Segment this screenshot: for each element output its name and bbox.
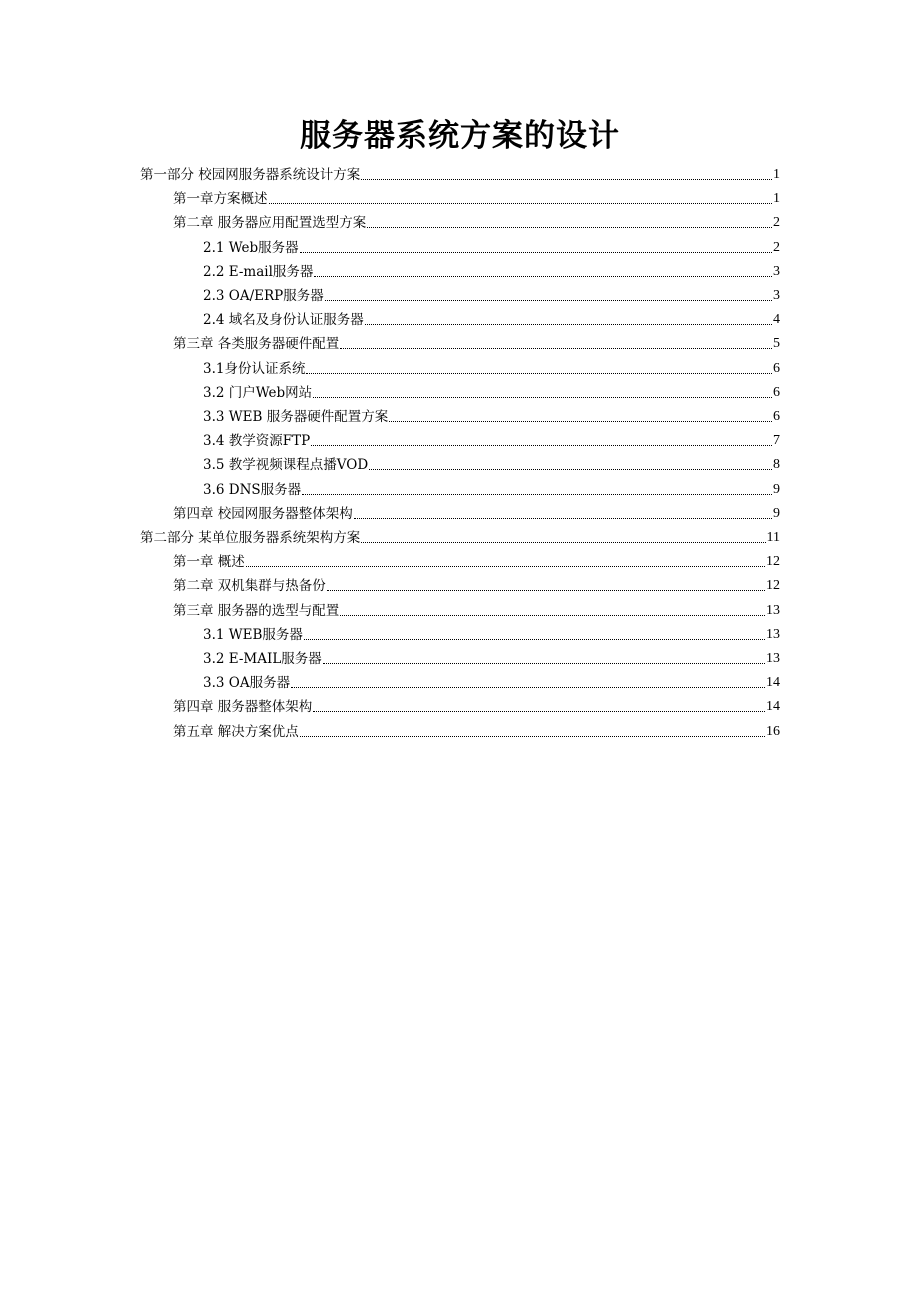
toc-dot-leader: [302, 494, 772, 495]
toc-entry-label: 第一章 概述: [173, 554, 245, 571]
toc-page-number: 9: [773, 505, 780, 521]
toc-dot-leader: [291, 687, 765, 688]
toc-entry-label: 第二章 双机集群与热备份: [173, 578, 326, 595]
toc-dot-leader: [246, 566, 765, 567]
toc-page-number: 11: [766, 530, 780, 545]
toc-entry[interactable]: [203, 620, 780, 644]
toc-dot-leader: [313, 711, 765, 712]
toc-page-number: 1: [773, 167, 780, 182]
toc-page-number: 3: [773, 263, 780, 279]
toc-page-number: 2: [773, 215, 780, 231]
toc-entry[interactable]: [173, 329, 780, 353]
toc-entry[interactable]: [173, 208, 780, 232]
toc-dot-leader: [361, 179, 772, 180]
toc-dot-leader: [304, 639, 765, 640]
toc-entry[interactable]: [173, 717, 780, 741]
toc-entry[interactable]: [203, 450, 780, 474]
toc-dot-leader: [300, 252, 772, 253]
toc-entry[interactable]: [203, 257, 780, 281]
toc-entry[interactable]: [203, 644, 780, 668]
toc-dot-leader: [361, 542, 765, 543]
toc-entry-label: 第五章 解决方案优点: [173, 723, 299, 740]
toc-entry[interactable]: [203, 475, 780, 499]
toc-dot-leader: [367, 227, 772, 228]
toc-entry-label: 3.3 WEB 服务器硬件配置方案: [203, 409, 389, 425]
toc-dot-leader: [269, 203, 773, 204]
toc-entry[interactable]: [173, 184, 780, 208]
toc-page-number: 9: [773, 481, 780, 497]
toc-dot-leader: [306, 373, 772, 374]
toc-dot-leader: [354, 518, 772, 519]
toc-entry-label: 2.4 域名及身份认证服务器: [203, 312, 364, 329]
toc-entry[interactable]: [203, 281, 780, 305]
toc-dot-leader: [340, 615, 765, 616]
toc-dot-leader: [327, 590, 765, 591]
toc-entry-label: 3.6 DNS服务器: [203, 481, 302, 498]
toc-dot-leader: [340, 348, 772, 349]
toc-entry[interactable]: [173, 596, 780, 620]
toc-entry-label: 第四章 服务器整体架构: [173, 699, 313, 716]
toc-entry-label: 3.3 OA服务器: [203, 675, 291, 692]
toc-entry-label: 第三章 服务器的选型与配置: [173, 602, 340, 619]
toc-entry-label: 2.1 Web服务器: [203, 239, 299, 256]
toc-entry[interactable]: [203, 378, 780, 402]
toc-page-number: 12: [766, 554, 780, 570]
toc-entry[interactable]: [203, 233, 780, 257]
toc-entry-label: 3.5 教学视频课程点播VOD: [203, 457, 369, 474]
toc-dot-leader: [389, 421, 772, 422]
toc-entry[interactable]: [173, 571, 780, 595]
toc-page-number: 3: [773, 288, 780, 303]
toc-entry[interactable]: [203, 668, 780, 692]
toc-page-number: 2: [773, 239, 780, 255]
toc-entry[interactable]: [173, 547, 780, 571]
toc-entry[interactable]: [173, 499, 780, 523]
toc-entry[interactable]: [140, 523, 780, 547]
toc-entry-label: 第二部分 某单位服务器系统架构方案: [140, 530, 361, 546]
toc-entry-label: 2.3 OA/ERP服务器: [203, 288, 324, 304]
toc-dot-leader: [300, 736, 765, 737]
toc-dot-leader: [314, 276, 772, 277]
toc-dot-leader: [365, 324, 772, 325]
toc-entry-label: 第四章 校园网服务器整体架构: [173, 505, 353, 522]
toc-page-number: 16: [766, 723, 780, 739]
toc-entry[interactable]: [203, 402, 780, 426]
toc-page-number: 12: [766, 578, 780, 594]
toc-entry-label: 第二章 服务器应用配置选型方案: [173, 215, 367, 232]
toc-page-number: 4: [773, 312, 780, 328]
toc-entry-label: 第三章 各类服务器硬件配置: [173, 336, 340, 353]
toc-entry[interactable]: [203, 426, 780, 450]
toc-entry-label: 2.2 E-mail服务器: [203, 263, 314, 280]
document-title: 服务器系统方案的设计: [300, 118, 620, 154]
toc-entry-label: 第一章方案概述: [173, 191, 268, 208]
toc-page-number: 6: [773, 360, 780, 376]
toc-page-number: 6: [773, 384, 780, 400]
toc-page-number: 5: [773, 336, 780, 352]
toc-entry[interactable]: [173, 692, 780, 716]
toc-entry[interactable]: [203, 305, 780, 329]
toc-dot-leader: [323, 663, 765, 664]
toc-entry-label: 3.1身份认证系统: [203, 360, 306, 377]
toc-entry-label: 3.2 门户Web网站: [203, 384, 313, 401]
toc-page-number: 1: [773, 191, 780, 207]
toc-page-number: 13: [766, 602, 780, 618]
toc-entry[interactable]: [203, 354, 780, 378]
toc-page-number: 14: [766, 675, 780, 691]
toc-page-number: 8: [773, 457, 780, 473]
toc-entry-label: 3.1 WEB服务器: [203, 626, 303, 643]
toc-page-number: 13: [766, 626, 780, 642]
toc-entry-label: 3.4 教学资源FTP: [203, 433, 311, 450]
toc-page-number: 7: [773, 433, 780, 449]
toc-page-number: 13: [766, 651, 780, 666]
toc-page-number: 6: [773, 409, 780, 424]
toc-page-number: 14: [766, 699, 780, 715]
toc-dot-leader: [311, 445, 772, 446]
toc-dot-leader: [369, 469, 772, 470]
toc-entry-label: 3.2 E-MAIL服务器: [203, 651, 322, 667]
toc-entry[interactable]: [140, 160, 780, 184]
toc-dot-leader: [325, 300, 772, 301]
toc-entry-label: 第一部分 校园网服务器系统设计方案: [140, 167, 361, 183]
toc-dot-leader: [313, 397, 772, 398]
